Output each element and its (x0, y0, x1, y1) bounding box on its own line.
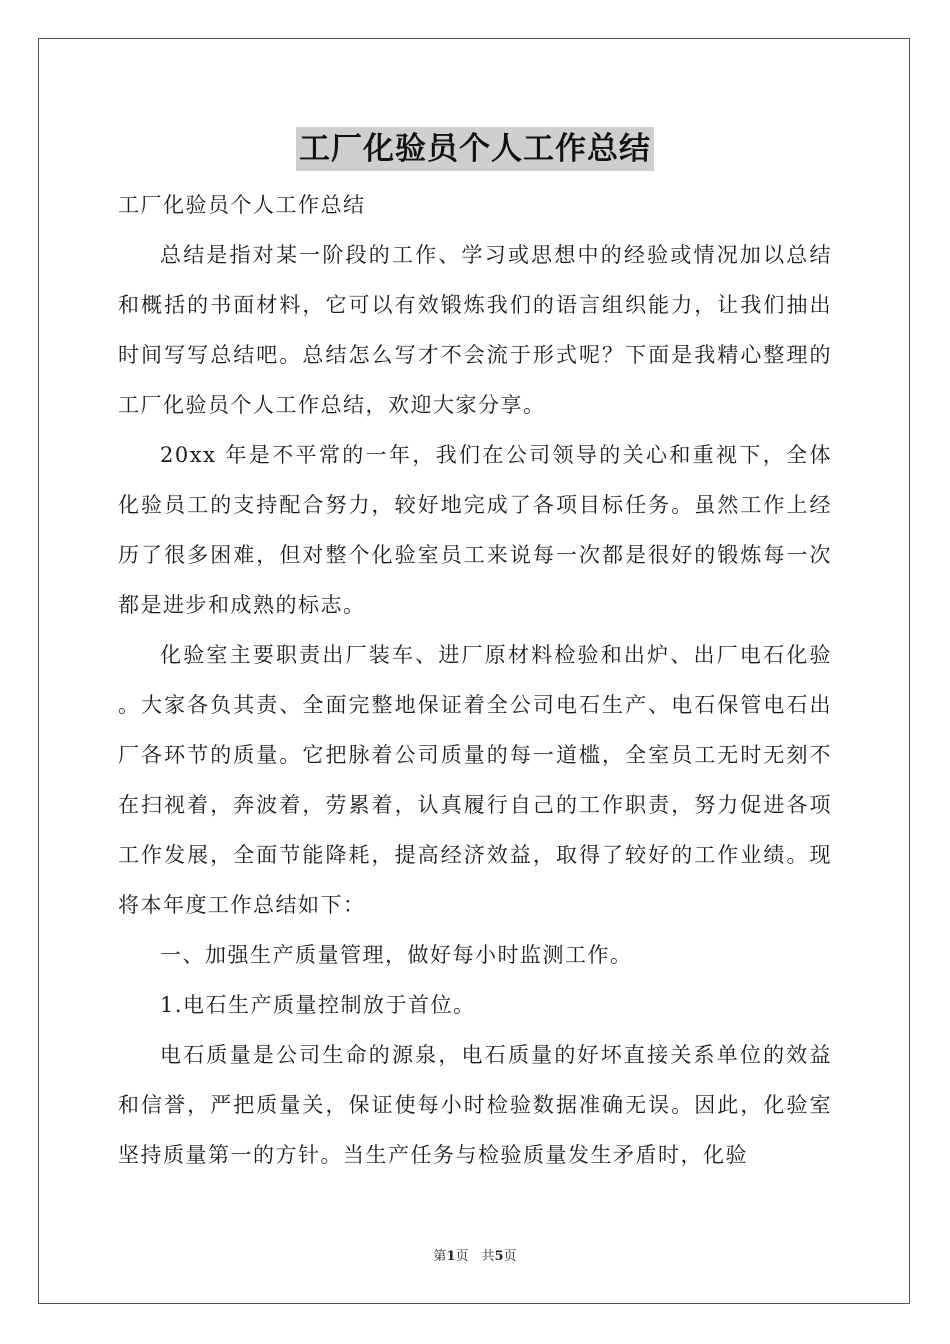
title-wrap (0, 127, 950, 171)
footer-page-number: 1 (446, 1249, 456, 1264)
subsection-heading-1-1: 1.电石生产质量控制放于首位。 (160, 993, 476, 1017)
footer-prefix: 第 (433, 1249, 447, 1264)
footer-mid: 页 共 (455, 1249, 495, 1264)
footer-total-pages: 5 (494, 1249, 504, 1264)
document-title: 工厂化验员个人工作总结 (296, 127, 654, 171)
paragraph-intro: 总结是指对某一阶段的工作、学习或思想中的经验或情况加以总结和概括的书面材料，它可以有效锻炼我们的语言组织能力，让我们抽出时间写写总结吧。总结怎么写才不会流于形式呢？下面是我精心整理的工厂化验员个人工作总结，欢迎大家分享。 (118, 243, 832, 417)
document-subtitle: 工厂化验员个人工作总结 (118, 193, 366, 217)
document-body (118, 180, 832, 1180)
page-footer (0, 1245, 950, 1264)
paragraph-quality: 电石质量是公司生命的源泉，电石质量的好坏直接关系单位的效益和信誉，严把质量关，保证使每小时检验数据准确无误。因此，化验室坚持质量第一的方针。当生产任务与检验质量发生矛盾时，化验 (118, 1043, 832, 1167)
paragraph-responsibilities: 化验室主要职责出厂装车、进厂原材料检验和出炉、出厂电石化验 。大家各负其责、全面完整地保证着全公司电石生产、电石保管电石出厂各环节的质量。它把脉着公司质量的每一道槛，全室员工无时无刻不在扫视着，奔波着，劳累着，认真履行自己的工作职责，努力促进各项工作发展，全面节能降耗，提高经济效益，取得了较好的工作业绩。现将本年度工作总结如下： (118, 643, 832, 917)
paragraph-year-review: 20xx 年是不平常的一年，我们在公司领导的关心和重视下，全体化验员工的支持配合努力，较好地完成了各项目标任务。虽然工作上经历了很多困难，但对整个化验室员工来说每一次都是很好的锻炼每一次都是进步和成熟的标志。 (118, 443, 832, 617)
section-heading-1: 一、加强生产质量管理，做好每小时监测工作。 (160, 943, 633, 967)
footer-suffix: 页 (503, 1249, 517, 1264)
